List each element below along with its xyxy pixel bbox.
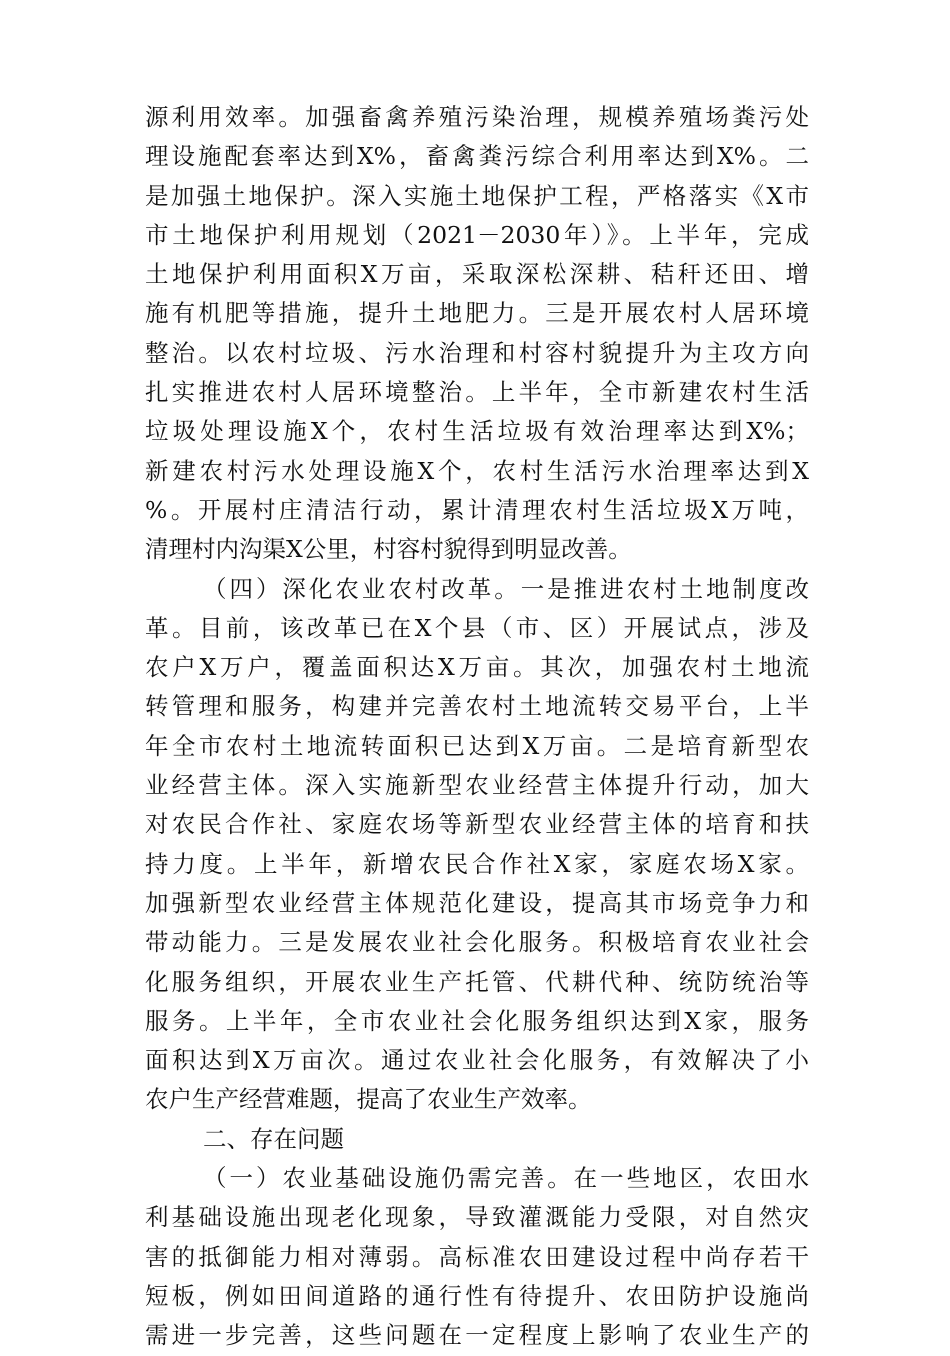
text-line: 化服务组织，开展农业生产托管、代耕代种、统防统治等	[145, 967, 809, 996]
text-line: 理设施配套率达到X%，畜禽粪污综合利用率达到X%。二	[145, 142, 809, 171]
text-line: 需进一步完善，这些问题在一定程度上影响了农业生产的	[145, 1321, 809, 1350]
section-heading: 二、存在问题	[203, 1124, 344, 1153]
text-line: 新建农村污水处理设施X个，农村生活污水治理率达到X	[145, 456, 809, 485]
text-line: 农户生产经营难题，提高了农业生产效率。	[145, 1085, 592, 1114]
text-line: 施有机肥等措施，提升土地肥力。三是开展农村人居环境	[145, 299, 809, 328]
text-line: %。开展村庄清洁行动，累计清理农村生活垃圾X万吨，	[145, 495, 809, 524]
text-line: 垃圾处理设施X个，农村生活垃圾有效治理率达到X%；	[145, 417, 809, 446]
text-line: 转管理和服务，构建并完善农村土地流转交易平台，上半	[145, 692, 809, 721]
text-line: （四）深化农业农村改革。一是推进农村土地制度改	[203, 574, 809, 603]
text-line: 整治。以农村垃圾、污水治理和村容村貌提升为主攻方向	[145, 338, 809, 367]
text-line: 服务。上半年，全市农业社会化服务组织达到X家，服务	[145, 1006, 809, 1035]
text-line: 年全市农村土地流转面积已达到X万亩。二是培育新型农	[145, 731, 809, 760]
text-line: 害的抵御能力相对薄弱。高标准农田建设过程中尚存若干	[145, 1242, 809, 1271]
text-line: 土地保护利用面积X万亩，采取深松深耕、秸秆还田、增	[145, 260, 809, 289]
text-line: 短板，例如田间道路的通行性有待提升、农田防护设施尚	[145, 1281, 809, 1310]
text-line: 加强新型农业经营主体规范化建设，提高其市场竞争力和	[145, 888, 809, 917]
text-line: 持力度。上半年，新增农民合作社X家，家庭农场X家。	[145, 849, 809, 878]
text-line: 市土地保护利用规划（2021－2030年）》。上半年，完成	[145, 220, 809, 249]
text-line: 利基础设施出现老化现象，导致灌溉能力受限，对自然灾	[145, 1203, 809, 1232]
text-line: 面积达到X万亩次。通过农业社会化服务，有效解决了小	[145, 1046, 809, 1075]
text-line: 农户X万户，覆盖面积达X万亩。其次，加强农村土地流	[145, 653, 809, 682]
text-line: （一）农业基础设施仍需完善。在一些地区，农田水	[203, 1164, 809, 1193]
text-line: 源利用效率。加强畜禽养殖污染治理，规模养殖场粪污处	[145, 103, 809, 131]
text-line: 革。目前，该改革已在X个县（市、区）开展试点，涉及	[145, 613, 809, 642]
text-line: 业经营主体。深入实施新型农业经营主体提升行动，加大	[145, 771, 809, 800]
text-line: 带动能力。三是发展农业社会化服务。积极培育农业社会	[145, 928, 809, 957]
document-body	[145, 98, 809, 1356]
text-line: 对农民合作社、家庭农场等新型农业经营主体的培育和扶	[145, 810, 809, 839]
text-line: 扎实推进农村人居环境整治。上半年，全市新建农村生活	[145, 378, 809, 407]
text-line: 是加强土地保护。深入实施土地保护工程，严格落实《X市	[145, 181, 809, 210]
text-line: 清理村内沟渠X公里，村容村貌得到明显改善。	[145, 535, 632, 564]
